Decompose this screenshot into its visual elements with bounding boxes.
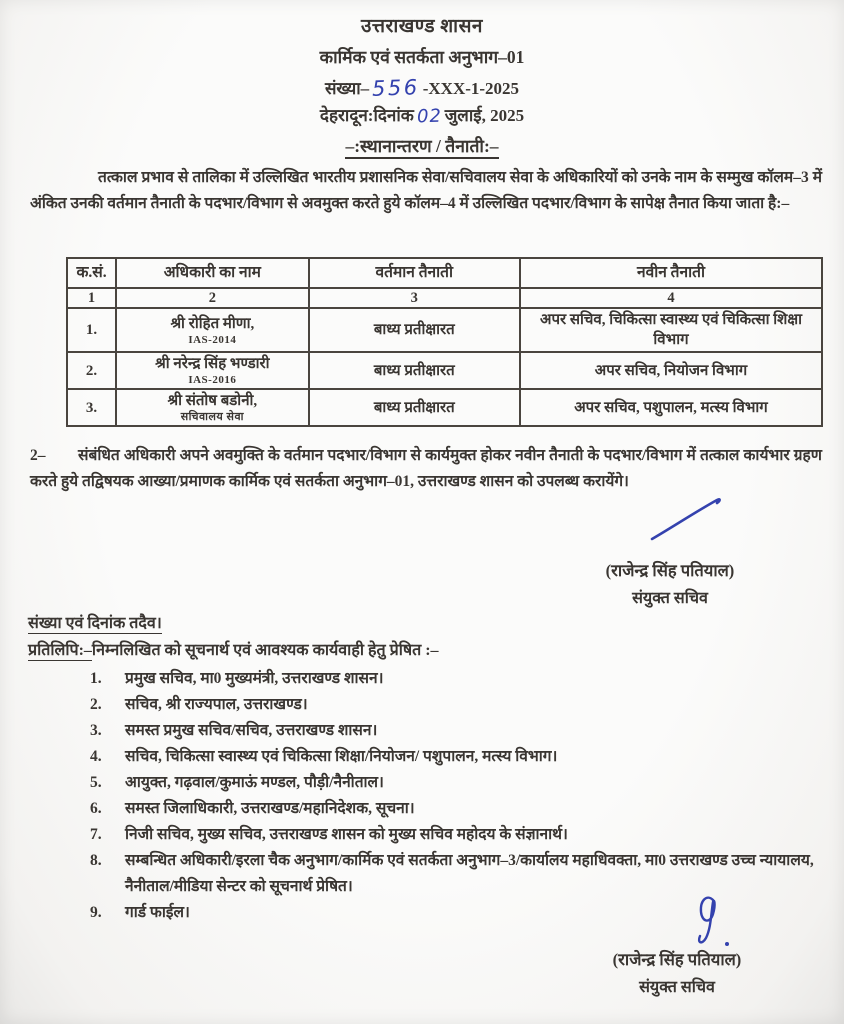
copy-label: प्रतिलिपि:– [28,642,92,659]
signatory-designation: संयुक्त सचिव [632,590,708,607]
department-section: कार्मिक एवं सतर्कता अनुभाग–01 [319,47,525,67]
col-header-serial: क.सं. [67,258,116,288]
new-posting-cell: अपर सचिव, चिकित्सा स्वास्थ्य एवं चिकित्सा शिक्षा विभाग [520,308,822,352]
serial-cell: 3. [67,389,116,426]
list-item: 6. समस्त जिलाधिकारी, उत्तराखण्ड/महानिदेशक, सूचना। [90,800,415,817]
handwritten-date: 02 [416,105,443,128]
date-suffix: जुलाई, 2025 [444,106,525,125]
signatory-name: (राजेन्द्र सिंह पतियाल) [612,950,742,969]
list-item: 5. आयुक्त, गढ़वाल/कुमाऊं मण्डल, पौड़ी/नैनीताल। [90,774,384,791]
col-number: 1 [67,288,116,308]
col-number: 3 [309,288,520,308]
new-posting-cell: अपर सचिव, नियोजन विभाग [520,352,822,389]
government-name: उत्तराखण्ड शासन [361,16,483,37]
clause-text: संबंधित अधिकारी अपने अवमुक्ति के वर्तमान पदभार/विभाग से कार्यमुक्त होकर नवीन तैनाती के पदभार/विभाग में तत्काल कार्यभार ग्रहण करते हुये तद्विषयक आख्या/प्रमाणक कार्मिक एवं सतर्कता अनुभाग–01, उत्तराखण्ड शासन को उपलब्ध करायेंगे। [30,447,822,490]
list-item: 9. गार्ड फाईल। [90,904,190,921]
letter-number-suffix: -XXX-1-2025 [422,79,520,98]
date-prefix: देहरादून:दिनांक [319,106,414,125]
current-posting-cell: बाध्य प्रतीक्षारत [309,308,520,352]
subject-line: –:स्थानान्तरण / तैनाती:– [0,134,844,158]
transfer-table [66,257,823,427]
copy-to-line [28,638,822,660]
serial-cell: 1. [67,308,116,352]
officer-name: श्री नरेन्द्र सिंह भण्डारी [155,356,270,372]
officer-cadre: सचिवालय सेवा [180,411,244,423]
new-posting-cell: अपर सचिव, पशुपालन, मत्स्य विभाग [520,389,822,426]
officer-cadre: IAS-2016 [188,374,237,386]
col-header-current-posting: वर्तमान तैनाती [309,258,520,288]
letter-number-prefix: संख्या– [324,79,370,98]
officer-name: श्री संतोष बडोनी, [167,393,258,409]
current-posting-cell: बाध्य प्रतीक्षारत [309,352,520,389]
column-number-row [67,288,822,308]
table-header-row [67,258,822,288]
copy-rest: निम्नलिखित को सूचनार्थ एवं आवश्यक कार्यवाही हेतु प्रेषित :– [91,642,439,659]
list-item: 1. प्रमुख सचिव, मा0 मुख्यमंत्री, उत्तराखण्ड शासन। [90,670,384,687]
handwritten-letter-number: 556 [371,75,421,101]
letter-number-line [0,75,844,99]
signatory-name: (राजेन्द्र सिंह पतियाल) [605,561,735,580]
current-posting-cell: बाध्य प्रतीक्षारत [309,389,520,426]
officer-name-cell [116,352,309,389]
letterhead [0,12,844,126]
serial-cell: 2. [67,352,116,389]
signature-block-2 [545,947,809,997]
order-paragraph: तत्काल प्रभाव से तालिका में उल्लिखित भारतीय प्रशासनिक सेवा/सचिवालय सेवा के अधिकारियों को उनके नाम के सम्मुख कॉलम–3 में अंकित उनकी वर्तमान तैनाती के पदभार/विभाग से अवमुक्त करते हुये कॉलम–4 में उल्लिखित पदभार/विभाग के सापेक्ष तैनात किया जाता है:– [30,169,822,212]
list-item: 7. निजी सचिव, मुख्य सचिव, उत्तराखण्ड शासन को मुख्य सचिव महोदय के संज्ञानार्थ। [90,826,568,843]
officer-name-cell [116,308,309,352]
list-item: 2. सचिव, श्री राज्यपाल, उत्तराखण्ड। [90,696,308,713]
col-number: 2 [116,288,309,308]
clause-number: 2– [30,447,46,464]
table-row [67,308,822,352]
list-item: 4. सचिव, चिकित्सा स्वास्थ्य एवं चिकित्सा शिक्षा/नियोजन/ पशुपालन, मत्स्य विभाग। [90,748,558,765]
table-row [67,352,822,389]
distribution-list [28,666,822,926]
col-header-new-posting: नवीन तैनाती [520,258,822,288]
officer-cadre: IAS-2014 [188,333,237,346]
list-item: 3. समस्त प्रमुख सचिव/सचिव, उत्तराखण्ड शासन। [90,722,378,739]
signature-block-1 [538,558,802,608]
list-item: 8. सम्बन्धित अधिकारी/इरला चैक अनुभाग/कार्मिक एवं सतर्कता अनुभाग–3/कार्यालय महाधिवक्ता, मा0 उत्तराखण्ड उच्च न्यायालय, नैनीताल/मीडिया सेन्टर को सूचनार्थ प्रेषित। [90,852,814,895]
date-line [0,103,844,126]
officer-name: श्री रोहित मीणा, [170,315,255,332]
table-row [67,389,822,426]
officer-name-cell [116,389,309,426]
clause-2-paragraph [30,443,822,495]
same-number-date-line: संख्या एवं दिनांक तदैव। [28,615,162,632]
col-number: 4 [520,288,822,308]
pen-stroke-signature [645,492,730,547]
signatory-designation: संयुक्त सचिव [639,979,715,996]
col-header-officer-name: अधिकारी का नाम [116,258,309,288]
